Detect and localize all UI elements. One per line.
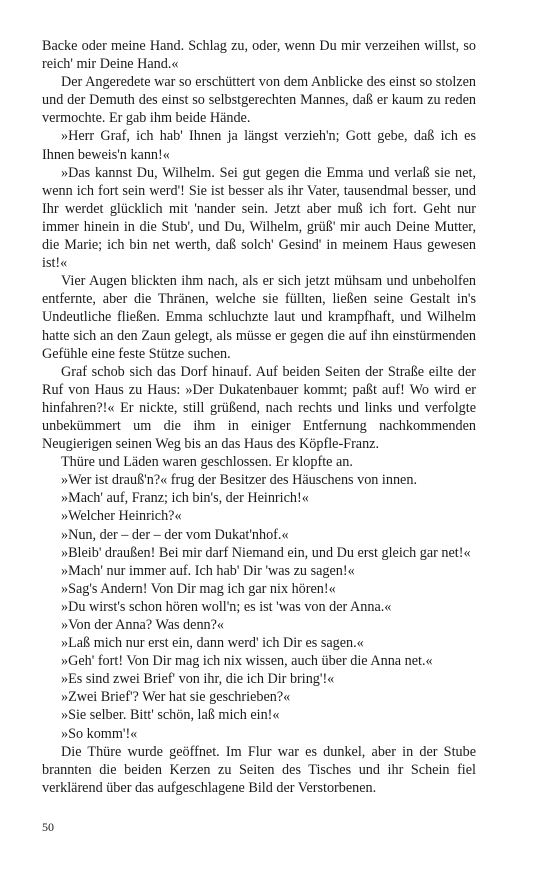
- dialogue-line: »Sie selber. Bitt' schön, laß mich ein!«: [61, 707, 280, 724]
- dialogue-line: »Laß mich nur erst ein, dann werd' ich Dir es sagen.«: [61, 635, 364, 652]
- dialogue-line: »Von der Anna? Was denn?«: [61, 617, 225, 633]
- dialogue-line: »Geh' fort! Von Dir mag ich nix wissen, auch über die Anna net.«: [61, 653, 433, 670]
- dialogue-line: »Zwei Brief'? Wer hat sie geschrieben?«: [61, 689, 291, 706]
- paragraph: Der Angeredete war so erschüttert von dem Anblicke des einst so stolzen und der Demuth des einst so selbstgerechten Mannes, daß er kaum zu reden vermochte. Er gab ihm beide Hände.: [42, 74, 476, 127]
- dialogue-line: »Wer ist drauß'n?« frug der Besitzer des Häuschens von innen.: [61, 472, 417, 489]
- paragraph: Die Thüre wurde geöffnet. Im Flur war es dunkel, aber in der Stube brannten die beiden Kerzen zu Seiten des Tisches und ihr Schein fiel verklärend über das aufgeschlagene Bild der Verstorbenen.: [42, 743, 476, 796]
- dialogue-line: »Mach' nur immer auf. Ich hab' Dir 'was zu sagen!«: [61, 562, 355, 579]
- page-number: 50: [42, 820, 54, 834]
- paragraph: Vier Augen blickten ihm nach, als er sich jetzt mühsam und unbeholfen entfernte, aber die Thränen, welche sie füllten, ließen seine Gestalt in's Undeutliche fließen. Emma schluchzte laut und krampfhaft, und Wilhelm hatte sich an den Zaun gelegt, als müsse er gegen die auf ihn einstürmenden Gefühle eine feste Stütze suchen.: [42, 273, 476, 362]
- dialogue-line: »So komm'!«: [61, 725, 138, 742]
- dialogue-line: »Welcher Heinrich?«: [61, 508, 182, 525]
- dialogue-line: »Bleib' draußen! Bei mir darf Niemand ein, und Du erst gleich gar net!«: [61, 544, 471, 561]
- paragraph: Thüre und Läden waren geschlossen. Er klopfte an.: [61, 454, 353, 471]
- paragraph: Backe oder meine Hand. Schlag zu, oder, wenn Du mir verzeihen willst, so reich' mir Deine Hand.«: [42, 38, 476, 73]
- dialogue-line: »Sag's Andern! Von Dir mag ich gar nix hören!«: [61, 580, 336, 597]
- dialogue-line: »Du wirst's schon hören woll'n; es ist 'was von der Anna.«: [61, 598, 392, 615]
- paragraph: Graf schob sich das Dorf hinauf. Auf beiden Seiten der Straße eilte der Ruf von Haus zu Haus: »Der Dukatenbauer kommt; paßt auf! Wo wird er hinfahren?!« Er nickte, still grüßend, nach rechts und links und verfolgte unbekümmert um die ihm in einiger Entfernung nachkommenden Neugierigen seinen Weg bis an das Haus des Köpfle-Franz.: [42, 363, 476, 453]
- page-body: [42, 37, 476, 797]
- dialogue-line: »Nun, der – der – der vom Dukat'nhof.«: [61, 526, 289, 543]
- paragraph: »Herr Graf, ich hab' Ihnen ja längst verzieh'n; Gott gebe, daß ich es Ihnen beweis'n kann!«: [42, 128, 476, 163]
- dialogue-line: »Mach' auf, Franz; ich bin's, der Heinrich!«: [61, 490, 309, 507]
- paragraph: »Das kannst Du, Wilhelm. Sei gut gegen die Emma und verlaß sie net, wenn ich fort sein werd'! Sie ist besser als ihr Vater, tausendmal besser, und Ihr werdet glücklich mit 'nander sein. Jetzt aber muß ich fort. Geht nur immer hinein in die Stub', und Du, Wilhelm, grüß' mir auch Deine Mutter, die Marie; ich bin net werth, daß solch' Gesind' in meinem Haus gewesen ist!«: [42, 164, 476, 272]
- dialogue-line: »Es sind zwei Brief' von ihr, die ich Dir bring'!«: [61, 671, 335, 688]
